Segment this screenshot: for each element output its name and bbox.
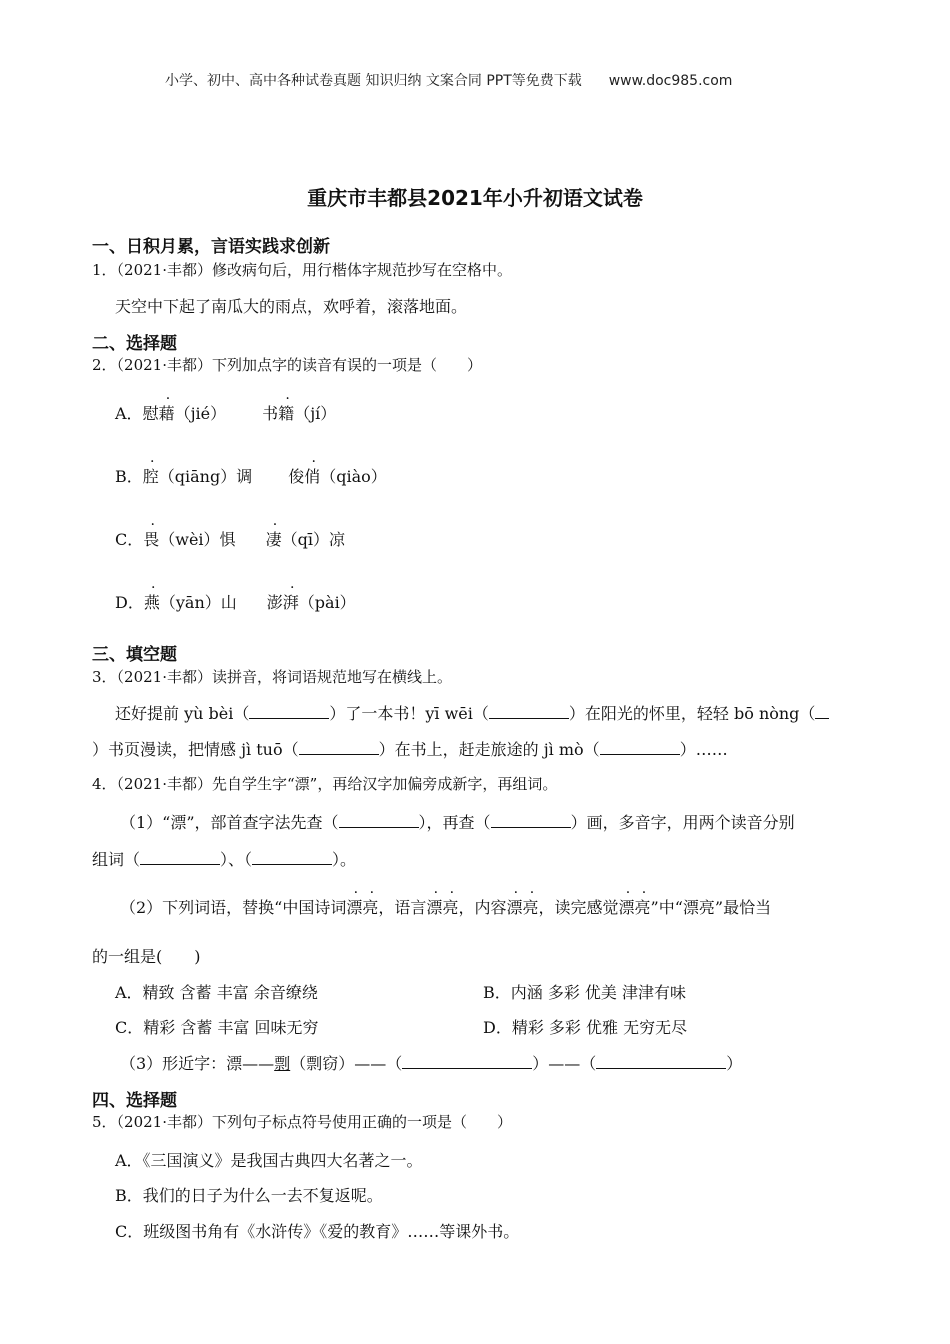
- section-4-heading: 四、选择题: [92, 1091, 177, 1111]
- page-header: [165, 70, 732, 90]
- q3-blank-4[interactable]: [299, 740, 379, 755]
- q3-blank-5[interactable]: [600, 740, 680, 755]
- q5-option-c[interactable]: C．班级图书角有《水浒传》《爱的教育》……等课外书。: [115, 1222, 520, 1241]
- q4-blank-word-1[interactable]: [140, 850, 220, 865]
- q4-part1-line2: 组词（ ）、（ ）。: [92, 850, 357, 869]
- section-3-heading: 三、填空题: [92, 645, 177, 665]
- q4-option-a[interactable]: A．精致 含蓄 丰富 余音缭绕: [115, 983, 318, 1002]
- section-1-heading: 一、日积月累，言语实践求创新: [92, 237, 330, 257]
- q2-option-d[interactable]: D．燕（yān）山 澎湃（pài）: [115, 593, 356, 612]
- q4-part3: （3）形近字：漂——剽（剽窃）——（ ）——（ ）: [120, 1054, 743, 1073]
- q2-option-c[interactable]: C．畏（wèi）惧 凄（qī）凉: [115, 530, 345, 549]
- q4-part2-line1: （2）下列词语，替换“中国诗词漂亮，语言漂亮，内容漂亮，读完感觉漂亮”中“漂亮”最恰当: [120, 898, 772, 917]
- q1-sentence: 天空中下起了南瓜大的雨点，欢呼着，滚落地面。: [115, 297, 468, 316]
- q4-blank-similar-2[interactable]: [596, 1054, 726, 1069]
- q4-blank-similar-1[interactable]: [402, 1054, 532, 1069]
- q3-line-2: ）书页漫读，把情感 jì tuō（ ）在书上，赶走旅途的 jì mò（ ）……: [92, 740, 728, 759]
- section-2-heading: 二、选择题: [92, 334, 177, 354]
- q4-blank-strokes[interactable]: [491, 813, 571, 828]
- q3-blank-2[interactable]: [489, 704, 569, 719]
- q4-part1-line1: （1）“漂”，部首查字法先查（ ），再查（ ）画，多音字，用两个读音分别: [120, 813, 795, 832]
- page-title: 重庆市丰都县2021年小升初语文试卷: [307, 186, 643, 210]
- q5-option-a[interactable]: A．《三国演义》是我国古典四大名著之一。: [115, 1151, 423, 1170]
- q3-blank-3[interactable]: [815, 704, 829, 719]
- header-text: 小学、初中、高中各种试卷真题 知识归纳 文案合同 PPT等免费下载: [165, 73, 582, 89]
- q3-stem: 3．（2021·丰都）读拼音，将词语规范地写在横线上。: [92, 668, 452, 686]
- q4-option-d[interactable]: D．精彩 多彩 优雅 无穷无尽: [483, 1018, 688, 1037]
- q5-stem: 5．（2021·丰都）下列句子标点符号使用正确的一项是（ ）: [92, 1113, 512, 1131]
- q2-stem: 2．（2021·丰都）下列加点字的读音有误的一项是（ ）: [92, 356, 482, 374]
- q4-blank-radical[interactable]: [339, 813, 419, 828]
- q4-part2-line2: 的一组是( ): [92, 947, 201, 966]
- q5-option-b[interactable]: B．我们的日子为什么一去不复返呢。: [115, 1186, 383, 1205]
- q4-stem: 4．（2021·丰都）先自学生字“漂”，再给汉字加偏旁成新字，再组词。: [92, 775, 558, 793]
- header-site-link[interactable]: www.doc985.com: [608, 73, 733, 89]
- q3-line-1: 还好提前 yù bèi（ ）了一本书！yī wēi（ ）在阳光的怀里，轻轻 bō nòng（: [115, 701, 829, 724]
- q4-blank-word-2[interactable]: [252, 850, 332, 865]
- q2-option-a[interactable]: A．慰藉（jié） 书籍（jí）: [115, 404, 337, 423]
- q3-blank-1[interactable]: [249, 704, 329, 719]
- q4-option-b[interactable]: B．内涵 多彩 优美 津津有味: [483, 983, 687, 1002]
- q4-option-c[interactable]: C．精彩 含蓄 丰富 回味无穷: [115, 1018, 319, 1037]
- q1-stem: 1．（2021·丰都）修改病句后，用行楷体字规范抄写在空格中。: [92, 261, 512, 279]
- q2-option-b[interactable]: B．腔（qiāng）调 俊俏（qiào）: [115, 467, 387, 486]
